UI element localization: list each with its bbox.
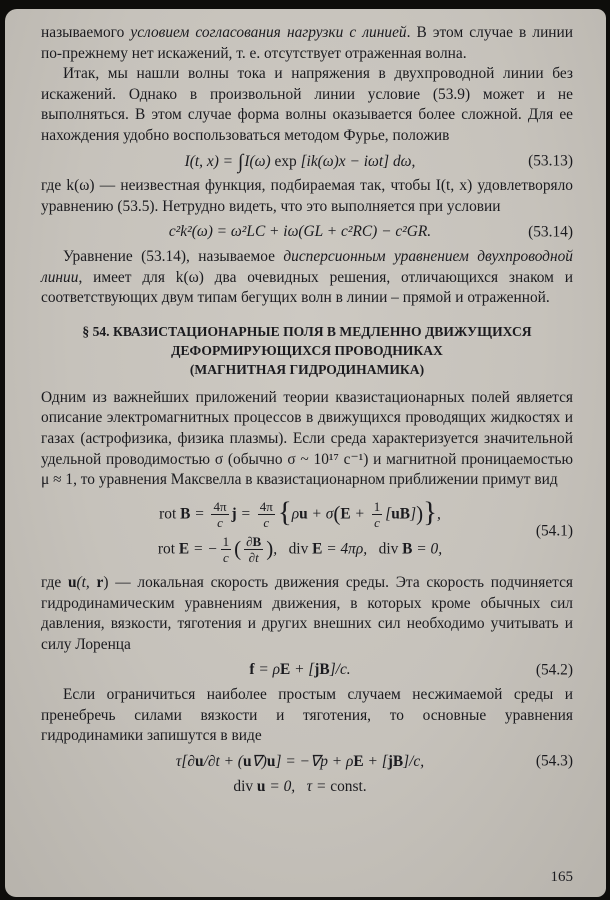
fraction-denominator: ∂t: [244, 549, 263, 566]
math-token: [: [385, 505, 392, 523]
math-token: const.: [330, 778, 367, 796]
math-token: ∂: [246, 533, 253, 549]
vector-E: E: [340, 505, 351, 523]
vector-jB: jB: [387, 752, 404, 770]
page-number: 165: [550, 869, 573, 885]
fraction-denominator: c: [221, 549, 232, 566]
equation-54-3-line-2: [41, 777, 559, 798]
paragraph-7: Если ограничиться наиболее простым случаем несжимаемой среды и пренебречь силами вязкости и тяготения, то основные уравнения гидродинамики запишутся в виде: [41, 686, 573, 745]
math-token: div: [288, 540, 313, 558]
vector-E: E: [353, 752, 364, 770]
vector-j: j: [231, 505, 237, 523]
right-paren: ): [416, 501, 424, 526]
equation-54-2: [41, 660, 573, 681]
math-token: ,: [273, 540, 289, 558]
math-token: /∂t + (: [203, 752, 243, 770]
vector-E: E: [178, 540, 190, 558]
fraction-denominator: c: [372, 514, 383, 531]
fraction: [372, 499, 383, 531]
paragraph-3: где k(ω) — неизвестная функция, подбираемая так, чтобы I(t, x) удовлетворяло уравнению (53.5). Нетрудно видеть, что это выполняется при условии: [41, 177, 573, 215]
text-run: называемого: [41, 24, 131, 41]
left-paren: (: [333, 501, 341, 526]
fraction-numerator: 1: [373, 498, 381, 514]
book-page: [5, 9, 606, 897]
math-token: ]: [410, 505, 417, 523]
vector-u: u: [67, 574, 77, 592]
text-run: Уравнение (53.14), называемое: [63, 247, 284, 265]
equation-number: (53.13): [528, 152, 573, 170]
vector-B: B: [180, 505, 191, 523]
math-token: = 0,: [412, 540, 443, 558]
equation-stack: [158, 496, 442, 569]
equation-number: (54.1): [535, 523, 573, 541]
paragraph-5: Одним из важнейших приложений теории квазистационарных полей является описание электромагнитных процессов в движущихся проводящих жидкостях и газах (астрофизика, физика плазмы). Если среда характеризуется значительной удельной проводимостью σ (обычно σ ~ 10¹⁷ с⁻¹) и магнитной проницаемостью μ ≈ 1, то уравнения Максвелла в квазистационарном приближении примут вид: [41, 388, 573, 489]
math-token: I(ω): [244, 152, 275, 170]
vector-B: B: [402, 540, 413, 558]
right-paren: ): [266, 536, 274, 561]
text-run: где: [41, 574, 68, 592]
equation-54-1: [41, 496, 573, 569]
fraction: [258, 499, 275, 531]
vector-u: u: [299, 505, 308, 523]
vector-B: B: [252, 533, 262, 549]
integral-sign: ∫: [237, 150, 244, 173]
math-token: τ[∂: [175, 752, 195, 770]
math-token: ]/c.: [329, 661, 351, 679]
math-token: rot: [159, 505, 181, 523]
math-token: rot: [157, 540, 179, 558]
math-token: [ik(ω)x − iωt] dω,: [296, 152, 416, 170]
equation-54-3: [41, 752, 573, 773]
equation-number: (54.2): [535, 661, 573, 679]
fraction: [211, 499, 228, 531]
left-paren: (: [234, 536, 242, 561]
section-heading-line: (МАГНИТНАЯ ГИДРОДИНАМИКА): [189, 361, 425, 377]
fraction-numerator: 4π: [213, 498, 227, 514]
math-token: ,: [436, 505, 441, 523]
math-token: ] = −∇p + ρ: [275, 752, 354, 770]
vector-u: u: [266, 752, 276, 770]
math-token: ]/c,: [403, 752, 425, 770]
equation-number: (54.3): [535, 752, 573, 770]
text-run: . В этом случае в линии по-прежнему нет искажений, т. е. отсутствует отраженная волна.: [41, 24, 574, 62]
math-token: div: [233, 778, 257, 796]
section-heading: [41, 322, 573, 379]
paragraph-1: [41, 23, 573, 64]
text-run: , имеет для k(ω) два очевидных решения, отличающихся знаком и соответствующих двум типам бегущих волн в линии – прямой и отраженной.: [41, 268, 573, 307]
vector-u: u: [256, 778, 266, 796]
fraction-numerator: [244, 534, 263, 550]
vector-u: u: [242, 752, 252, 770]
text-run-italic: (t,: [76, 574, 97, 592]
right-brace: }: [423, 496, 437, 529]
math-token: div: [378, 540, 403, 558]
paragraph-6: [41, 573, 573, 655]
math-token: = 4πρ,: [322, 540, 379, 558]
math-token: = −: [189, 540, 218, 558]
vector-E: E: [312, 540, 323, 558]
fraction-denominator: c: [258, 514, 275, 531]
fraction: [221, 534, 232, 566]
math-token: ∇): [251, 752, 267, 770]
equation-number: (53.14): [528, 223, 573, 241]
vector-uB: uB: [391, 505, 411, 523]
math-token: =: [190, 505, 209, 523]
fraction-numerator: 4π: [259, 498, 273, 514]
math-token: = 0, τ =: [265, 778, 331, 796]
fraction: [244, 534, 263, 566]
math-token: =: [236, 505, 255, 523]
math-token: I(t, x) =: [184, 152, 237, 170]
math-token: + σ: [307, 505, 334, 523]
fraction-denominator: c: [211, 514, 228, 531]
page-content: [41, 23, 573, 802]
math-token: ρ: [291, 505, 300, 523]
vector-r: r: [96, 574, 104, 592]
text-run-italic: условием согласования нагрузки с линией: [130, 24, 407, 41]
paragraph-4: [41, 247, 573, 309]
equation-53-13: [41, 150, 573, 173]
math-token: +: [350, 505, 369, 523]
section-heading-line: § 54. КВАЗИСТАЦИОНАРНЫЕ ПОЛЯ В МЕДЛЕННО ДВИЖУЩИХСЯ: [82, 323, 532, 339]
math-token: + [: [290, 661, 315, 679]
text-run: ) — локальная скорость движения среды. Эта скорость подчиняется гидродинамическим уравнениям движения, в которых кроме обычных сил давления, вязкости, тяготения и других внешних сил необходимо учитывать и силу Лоренца: [41, 574, 573, 653]
math-token: c²k²(ω) = ω²LC + iω(GL + c²RC) − c²GR.: [168, 223, 432, 241]
vector-jB: jB: [314, 661, 330, 679]
section-heading-line: ДЕФОРМИРУЮЩИХСЯ ПРОВОДНИКАХ: [171, 342, 443, 358]
vector-f: f: [249, 661, 255, 679]
text-run-italic: дисперсионным уравнением двухпроводной линии: [41, 247, 573, 286]
left-brace: {: [277, 496, 292, 529]
equation-54-1-line-2: [158, 534, 442, 566]
math-token: + [: [363, 752, 388, 770]
math-token: = ρ: [254, 661, 280, 679]
equation-53-14: [41, 222, 573, 243]
vector-E: E: [279, 661, 291, 679]
equation-54-1-line-1: [158, 496, 442, 531]
fraction-numerator: 1: [222, 533, 230, 549]
paragraph-2: Итак, мы нашли волны тока и напряжения в двухпроводной линии без искажений. Однако в произвольной линии условие (53.9) может и не выполняться. В этом случае форма волны оказывается более сложной. Для ее нахождения удобно воспользоваться методом Фурье, положив: [41, 65, 573, 144]
math-token: exp: [274, 152, 297, 170]
vector-u: u: [195, 752, 204, 770]
